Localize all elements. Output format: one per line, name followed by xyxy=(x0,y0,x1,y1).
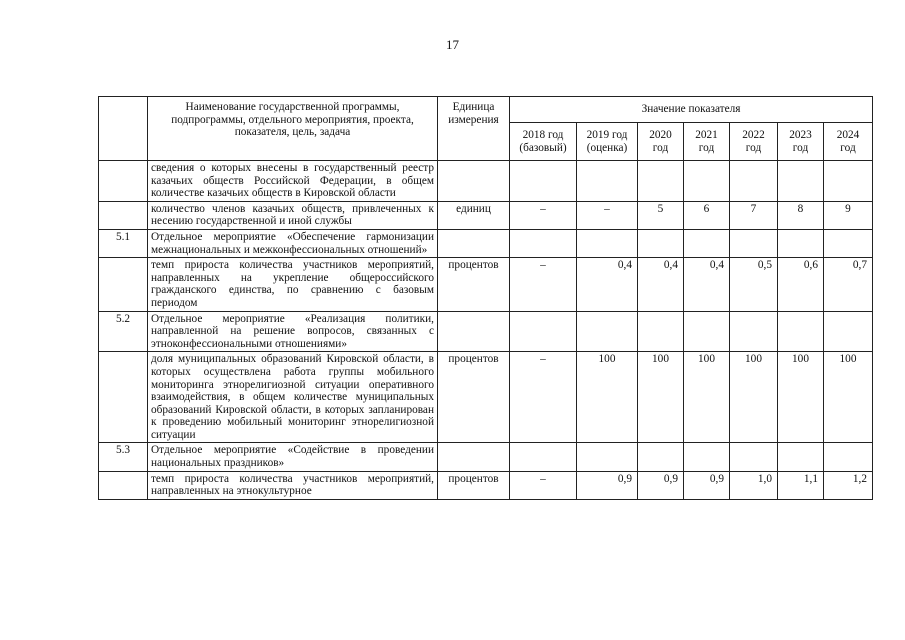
row-value-2020: 0,9 xyxy=(638,471,684,499)
row-value-2023 xyxy=(778,161,824,202)
table-row xyxy=(99,471,873,499)
header-year-line2: год xyxy=(652,141,669,154)
row-value-2021 xyxy=(684,229,730,257)
header-row-1 xyxy=(99,97,873,123)
row-value-2024: 0,7 xyxy=(824,258,873,311)
row-value-2018 xyxy=(510,161,577,202)
header-year-2023 xyxy=(778,123,824,161)
row-value-2018 xyxy=(510,229,577,257)
table-row xyxy=(99,201,873,229)
row-value-2024 xyxy=(824,161,873,202)
row-value-2021: 0,9 xyxy=(684,471,730,499)
row-value-2024: 9 xyxy=(824,201,873,229)
row-value-2021: 0,4 xyxy=(684,258,730,311)
row-number xyxy=(99,161,148,202)
row-value-2021: 100 xyxy=(684,352,730,443)
row-value-2022: 0,5 xyxy=(730,258,778,311)
row-name: доля муниципальных образований Кировской области, в которых осуществлена работа группы мобильного мониторинга этнорелигиозной ситуации оперативного взаимодействия, в общем количестве муниципальных образований Кировской области, в которых запланирован к проведению мобильный мониторинг этнорелигиозной ситуации xyxy=(148,352,438,443)
row-value-2020: 5 xyxy=(638,201,684,229)
row-value-2018: – xyxy=(510,352,577,443)
header-name: Наименование государственной программы, подпрограммы, отдельного мероприятия, проекта, показателя, цель, задача xyxy=(148,97,438,161)
row-value-2021 xyxy=(684,161,730,202)
row-value-2021: 6 xyxy=(684,201,730,229)
row-name: Отдельное мероприятие «Содействие в проведении национальных праздников» xyxy=(148,443,438,471)
row-unit xyxy=(438,229,510,257)
row-value-2020: 0,4 xyxy=(638,258,684,311)
row-value-2020 xyxy=(638,311,684,352)
row-value-2022 xyxy=(730,443,778,471)
row-number: 5.1 xyxy=(99,229,148,257)
header-year-2022 xyxy=(730,123,778,161)
row-value-2019 xyxy=(577,161,638,202)
row-unit: процентов xyxy=(438,471,510,499)
header-year-line2: год xyxy=(792,141,809,154)
row-value-2022 xyxy=(730,229,778,257)
row-unit xyxy=(438,161,510,202)
row-value-2018: – xyxy=(510,258,577,311)
row-number: 5.3 xyxy=(99,443,148,471)
table-row xyxy=(99,161,873,202)
row-number xyxy=(99,201,148,229)
row-name: темп прироста количества участников мероприятий, направленных на укрепление общероссийского гражданского единства, по сравнению с базовым периодом xyxy=(148,258,438,311)
header-num-cell xyxy=(99,97,148,161)
table-row xyxy=(99,229,873,257)
header-year-line2: (оценка) xyxy=(586,141,628,154)
row-value-2022: 1,0 xyxy=(730,471,778,499)
row-unit xyxy=(438,443,510,471)
row-value-2019: 100 xyxy=(577,352,638,443)
row-unit: процентов xyxy=(438,352,510,443)
row-value-2018 xyxy=(510,443,577,471)
row-value-2024 xyxy=(824,443,873,471)
header-year-line2: (базовый) xyxy=(519,141,567,154)
row-value-2023: 1,1 xyxy=(778,471,824,499)
row-value-2021 xyxy=(684,443,730,471)
row-number xyxy=(99,352,148,443)
header-year-2021 xyxy=(684,123,730,161)
row-value-2022 xyxy=(730,161,778,202)
header-value-group: Значение показателя xyxy=(510,97,873,123)
row-value-2020 xyxy=(638,229,684,257)
row-value-2023 xyxy=(778,443,824,471)
row-value-2022: 100 xyxy=(730,352,778,443)
header-year-line1: 2024 xyxy=(836,128,860,141)
row-value-2023: 8 xyxy=(778,201,824,229)
row-value-2024: 1,2 xyxy=(824,471,873,499)
row-value-2018: – xyxy=(510,201,577,229)
row-number: 5.2 xyxy=(99,311,148,352)
row-value-2018 xyxy=(510,311,577,352)
row-value-2019 xyxy=(577,443,638,471)
row-name: сведения о которых внесены в государственный реестр казачьих обществ Российской Федерации, в общем количестве казачьих обществ в Кировской области xyxy=(148,161,438,202)
row-value-2023 xyxy=(778,311,824,352)
header-unit: Единица измерения xyxy=(438,97,510,161)
header-year-line2: год xyxy=(840,141,856,154)
header-year-2024 xyxy=(824,123,873,161)
row-value-2021 xyxy=(684,311,730,352)
row-unit xyxy=(438,311,510,352)
header-year-2020 xyxy=(638,123,684,161)
header-year-2019 xyxy=(577,123,638,161)
row-value-2020 xyxy=(638,443,684,471)
row-number xyxy=(99,258,148,311)
row-unit: единиц xyxy=(438,201,510,229)
header-year-line2: год xyxy=(745,141,762,154)
row-name: Отдельное мероприятие «Обеспечение гармонизации межнациональных и межконфессиональных отношений» xyxy=(148,229,438,257)
row-value-2024: 100 xyxy=(824,352,873,443)
row-value-2019 xyxy=(577,229,638,257)
row-value-2024 xyxy=(824,229,873,257)
row-value-2018: – xyxy=(510,471,577,499)
table-row xyxy=(99,443,873,471)
table-row xyxy=(99,258,873,311)
table-row xyxy=(99,311,873,352)
header-year-line1: 2022 xyxy=(742,128,765,141)
row-value-2019: 0,9 xyxy=(577,471,638,499)
row-name: темп прироста количества участников мероприятий, направленных на этнокультурное xyxy=(148,471,438,499)
row-number xyxy=(99,471,148,499)
indicators-table xyxy=(98,96,873,500)
row-unit: процентов xyxy=(438,258,510,311)
row-name: количество членов казачьих обществ, привлеченных к несению государственной и иной службы xyxy=(148,201,438,229)
row-value-2023: 0,6 xyxy=(778,258,824,311)
header-year-line2: год xyxy=(698,141,715,154)
header-year-2018 xyxy=(510,123,577,161)
table-row xyxy=(99,352,873,443)
row-value-2020: 100 xyxy=(638,352,684,443)
row-value-2023 xyxy=(778,229,824,257)
header-year-line1: 2023 xyxy=(789,128,812,141)
page-number: 17 xyxy=(446,37,459,52)
row-value-2019: 0,4 xyxy=(577,258,638,311)
row-value-2019: – xyxy=(577,201,638,229)
row-value-2024 xyxy=(824,311,873,352)
header-year-line1: 2019 год xyxy=(586,128,628,141)
row-value-2020 xyxy=(638,161,684,202)
row-value-2023: 100 xyxy=(778,352,824,443)
row-value-2019 xyxy=(577,311,638,352)
row-name: Отдельное мероприятие «Реализация политики, направленной на решение вопросов, связанных с этноконфессиональными отношениями» xyxy=(148,311,438,352)
header-year-line1: 2021 xyxy=(695,128,718,141)
row-value-2022: 7 xyxy=(730,201,778,229)
row-value-2022 xyxy=(730,311,778,352)
header-year-line1: 2020 xyxy=(649,128,672,141)
header-year-line1: 2018 год xyxy=(522,128,564,141)
